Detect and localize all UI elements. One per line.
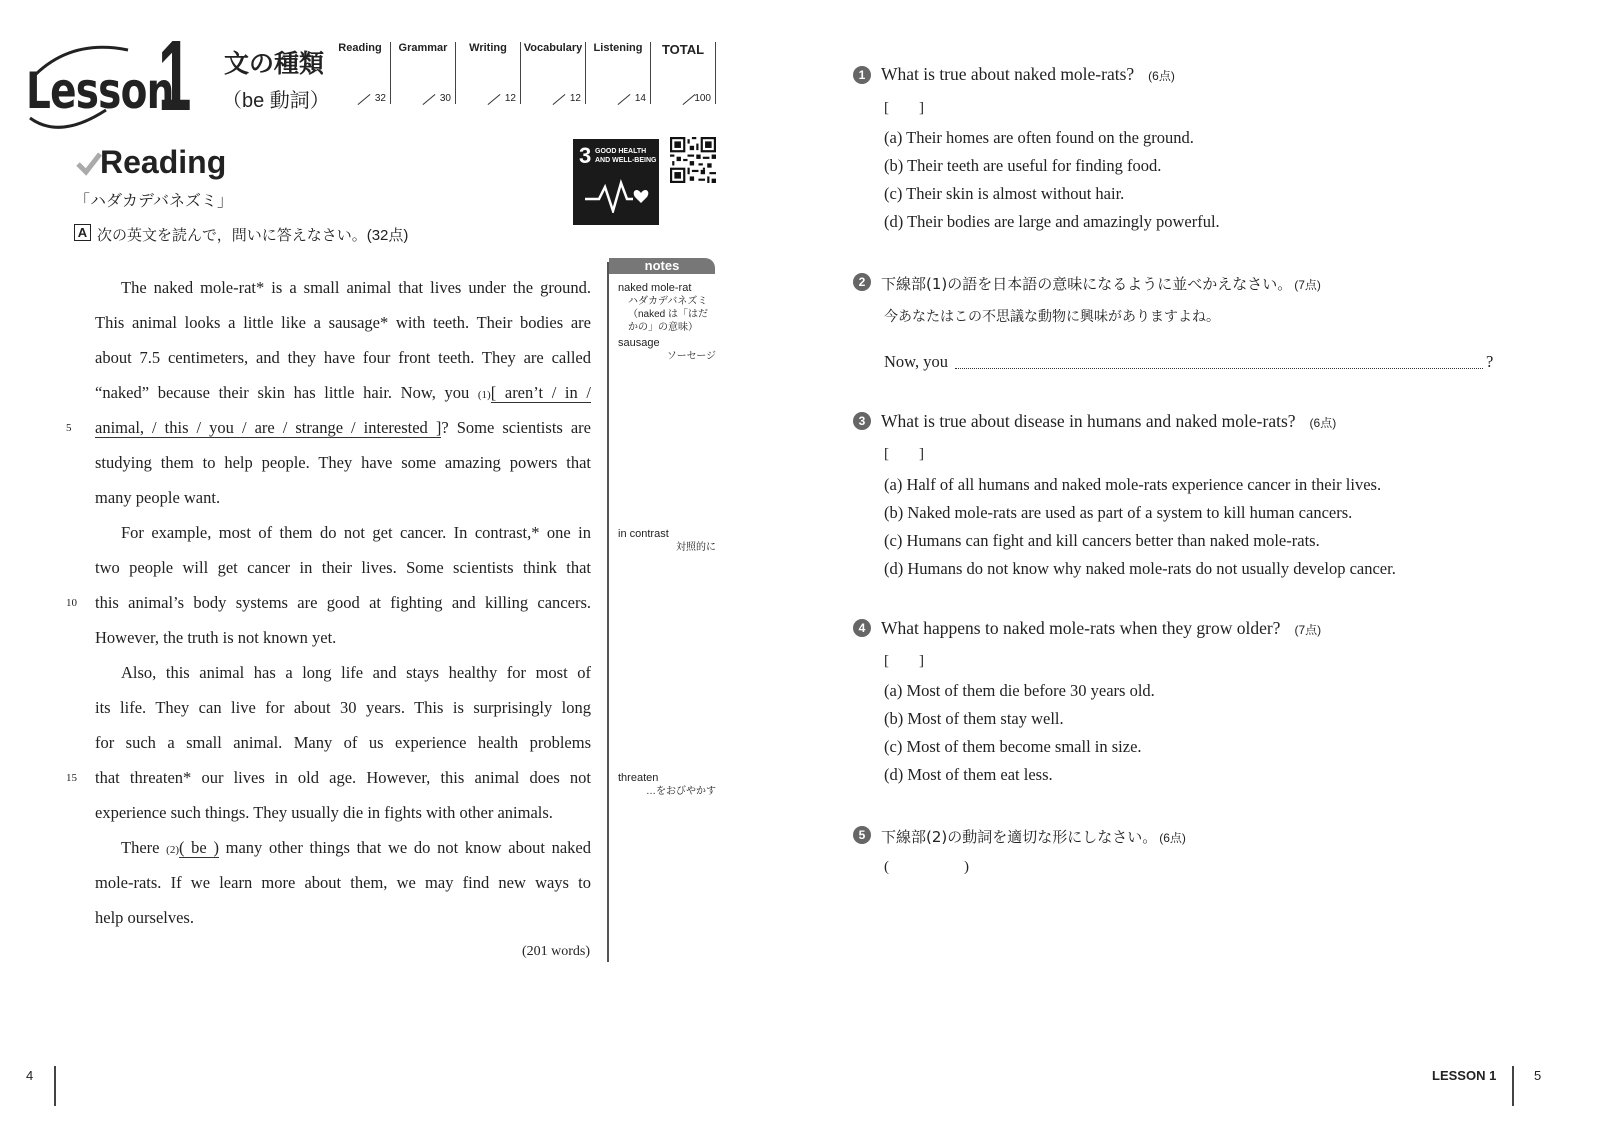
underline-marker-1: (1) bbox=[477, 389, 491, 401]
lesson-title: 文の種類 bbox=[224, 50, 325, 78]
note-item bbox=[618, 282, 716, 334]
score-cell-total: TOTAL 100 bbox=[651, 42, 716, 104]
passage-line: that threaten* our lives in old age. However, this animal does not bbox=[95, 768, 591, 787]
section-title: Reading bbox=[100, 144, 227, 180]
passage-line: this animal’s body systems are good at fighting and killing cancers. bbox=[95, 593, 591, 612]
answer-suffix: ? bbox=[1486, 352, 1494, 371]
passage-line bbox=[95, 410, 591, 445]
page-number-left: 4 bbox=[26, 1068, 34, 1083]
answer-bracket-3[interactable]: [ ] bbox=[884, 446, 924, 462]
question-2-text: 下線部(1)の語を日本語の意味になるように並べかえなさい。 (7点) bbox=[881, 275, 1321, 293]
word-count: (201 words) bbox=[521, 944, 590, 959]
option-3a[interactable]: (a) Half of all humans and naked mole-rats experience cancer in their lives. bbox=[884, 475, 1382, 494]
score-cell-listening: Listening 14 bbox=[586, 42, 651, 104]
score-cell-reading: Reading 32 bbox=[330, 42, 391, 104]
section-subtitle: 「ハダカデバネズミ」 bbox=[74, 193, 234, 210]
answer-bracket-1[interactable]: [ ] bbox=[884, 100, 924, 116]
option-1d[interactable]: (d) Their bodies are large and amazingly powerful. bbox=[884, 212, 1220, 231]
notes-tab: notes bbox=[609, 258, 715, 274]
note-term: threaten bbox=[618, 772, 659, 784]
question-4-text: What happens to naked mole-rats when they grow older? (7点) bbox=[881, 618, 1322, 638]
score-cell-grammar: Grammar 30 bbox=[391, 42, 456, 104]
option-1a[interactable]: (a) Their homes are often found on the ground. bbox=[884, 128, 1194, 147]
option-4b[interactable]: (b) Most of them stay well. bbox=[884, 709, 1064, 728]
note-meaning: ハダカデバネズミ（naked は「はだかの」の意味） bbox=[628, 296, 709, 333]
lesson-label: Lesson bbox=[26, 62, 174, 120]
passage-line: The naked mole-rat* is a small animal that lives under the ground. bbox=[121, 278, 591, 297]
option-3b[interactable]: (b) Naked mole-rats are used as part of a system to kill human cancers. bbox=[884, 503, 1353, 522]
passage-line bbox=[95, 375, 591, 410]
passage-text: ? Some scientists are bbox=[441, 418, 591, 437]
option-4d[interactable]: (d) Most of them eat less. bbox=[884, 765, 1053, 784]
question-number-2: 2 bbox=[853, 273, 871, 291]
passage-line: For example, most of them do not get cancer. In contrast,* one in bbox=[121, 523, 591, 542]
note-term: sausage bbox=[618, 337, 660, 349]
scrambled-words-part2: animal, / this / you / are / strange / interested ] bbox=[95, 418, 442, 437]
heartbeat-icon bbox=[585, 179, 651, 213]
answer-bracket-5[interactable]: ( ) bbox=[884, 859, 969, 875]
score-cell-vocabulary: Vocabulary 12 bbox=[521, 42, 586, 104]
sdg-badge bbox=[573, 139, 659, 225]
answer-bracket-4[interactable]: [ ] bbox=[884, 653, 924, 669]
question-number-3: 3 bbox=[853, 412, 871, 430]
passage-line: many people want. bbox=[95, 488, 221, 507]
passage-line: This animal looks a little like a sausage* with teeth. Their bodies are bbox=[95, 313, 591, 332]
passage-line: experience such things. They usually die in fights with other animals. bbox=[95, 803, 553, 822]
option-3c[interactable]: (c) Humans can fight and kill cancers better than naked mole-rats. bbox=[884, 531, 1320, 550]
note-item bbox=[618, 337, 716, 363]
question-2-japanese: 今あなたはこの不思議な動物に興味がありますよね。 bbox=[884, 309, 1220, 325]
note-term: in contrast bbox=[618, 528, 669, 540]
notes-divider bbox=[607, 262, 609, 962]
passage-line: its life. They can live for about 30 years. This is surprisingly long bbox=[95, 698, 591, 717]
question-number-4: 4 bbox=[853, 619, 871, 637]
verb-blank: ( be ) bbox=[179, 838, 219, 857]
passage-line: about 7.5 centimeters, and they have four front teeth. They are called bbox=[95, 348, 591, 367]
option-4a[interactable]: (a) Most of them die before 30 years old. bbox=[884, 681, 1155, 700]
score-cell-writing: Writing 12 bbox=[456, 42, 521, 104]
sdg-number: 3 bbox=[579, 143, 592, 168]
option-4c[interactable]: (c) Most of them become small in size. bbox=[884, 737, 1142, 756]
lesson-number: 1 bbox=[158, 20, 192, 132]
question-1-text: What is true about naked mole-rats? (6点) bbox=[881, 64, 1175, 84]
question-5-text: 下線部(2)の動詞を適切な形にしなさい。 (6点) bbox=[881, 828, 1186, 846]
passage-line: Also, this animal has a long life and stays healthy for most of bbox=[121, 663, 591, 682]
note-meaning: …をおびやかす bbox=[646, 786, 716, 797]
passage-line: studying them to help people. They have some amazing powers that bbox=[95, 453, 591, 472]
note-meaning: 対照的に bbox=[676, 542, 716, 553]
instruction-text: 次の英文を読んで，問いに答えなさい。(32点) bbox=[97, 227, 409, 244]
footer-lesson-label: LESSON 1 bbox=[1432, 1068, 1497, 1083]
qr-code[interactable] bbox=[670, 137, 716, 183]
question-3-text: What is true about disease in humans and naked mole-rats? (6点) bbox=[881, 411, 1337, 431]
passage-line bbox=[95, 830, 591, 865]
answer-line-2[interactable] bbox=[955, 368, 1483, 369]
passage-line: for such a small animal. Many of us experience health problems bbox=[95, 733, 591, 752]
passage-line: help ourselves. bbox=[95, 908, 194, 927]
lesson-subtitle: （be 動詞） bbox=[222, 90, 330, 112]
question-number-5: 5 bbox=[853, 826, 871, 844]
reading-passage bbox=[95, 270, 591, 935]
question-number-1: 1 bbox=[853, 66, 871, 84]
line-number: 15 bbox=[66, 772, 77, 784]
option-1b[interactable]: (b) Their teeth are useful for finding food. bbox=[884, 156, 1162, 175]
passage-text: “naked” because their skin has little hair. Now, you bbox=[95, 383, 478, 402]
note-term: naked mole-rat bbox=[618, 282, 692, 294]
note-meaning: ソーセージ bbox=[666, 351, 716, 362]
passage-line: two people will get cancer in their lives. Some scientists think that bbox=[95, 558, 591, 577]
note-item bbox=[618, 772, 716, 798]
line-number: 10 bbox=[66, 597, 77, 609]
underline-marker-2: (2) bbox=[166, 844, 179, 856]
answer-prefix: Now, you bbox=[884, 352, 949, 371]
passage-line: mole-rats. If we learn more about them, we may find new ways to bbox=[95, 873, 591, 892]
option-1c[interactable]: (c) Their skin is almost without hair. bbox=[884, 184, 1125, 203]
passage-line: However, the truth is not known yet. bbox=[95, 628, 337, 647]
note-item bbox=[618, 528, 716, 554]
page-divider-right bbox=[1512, 1066, 1514, 1106]
page-divider-left bbox=[54, 1066, 56, 1106]
sdg-label: GOOD HEALTH AND WELL-BEING bbox=[595, 148, 657, 164]
passage-text: There bbox=[121, 838, 167, 857]
scrambled-words-part1: [ aren’t / in / bbox=[490, 383, 592, 402]
passage-text: many other things that we do not know about naked bbox=[218, 838, 591, 857]
line-number: 5 bbox=[66, 422, 72, 434]
checkmark-icon bbox=[76, 150, 102, 176]
option-3d[interactable]: (d) Humans do not know why naked mole-rats do not usually develop cancer. bbox=[884, 559, 1396, 578]
instruction-badge: A bbox=[74, 224, 91, 241]
page-number-right: 5 bbox=[1534, 1068, 1542, 1083]
